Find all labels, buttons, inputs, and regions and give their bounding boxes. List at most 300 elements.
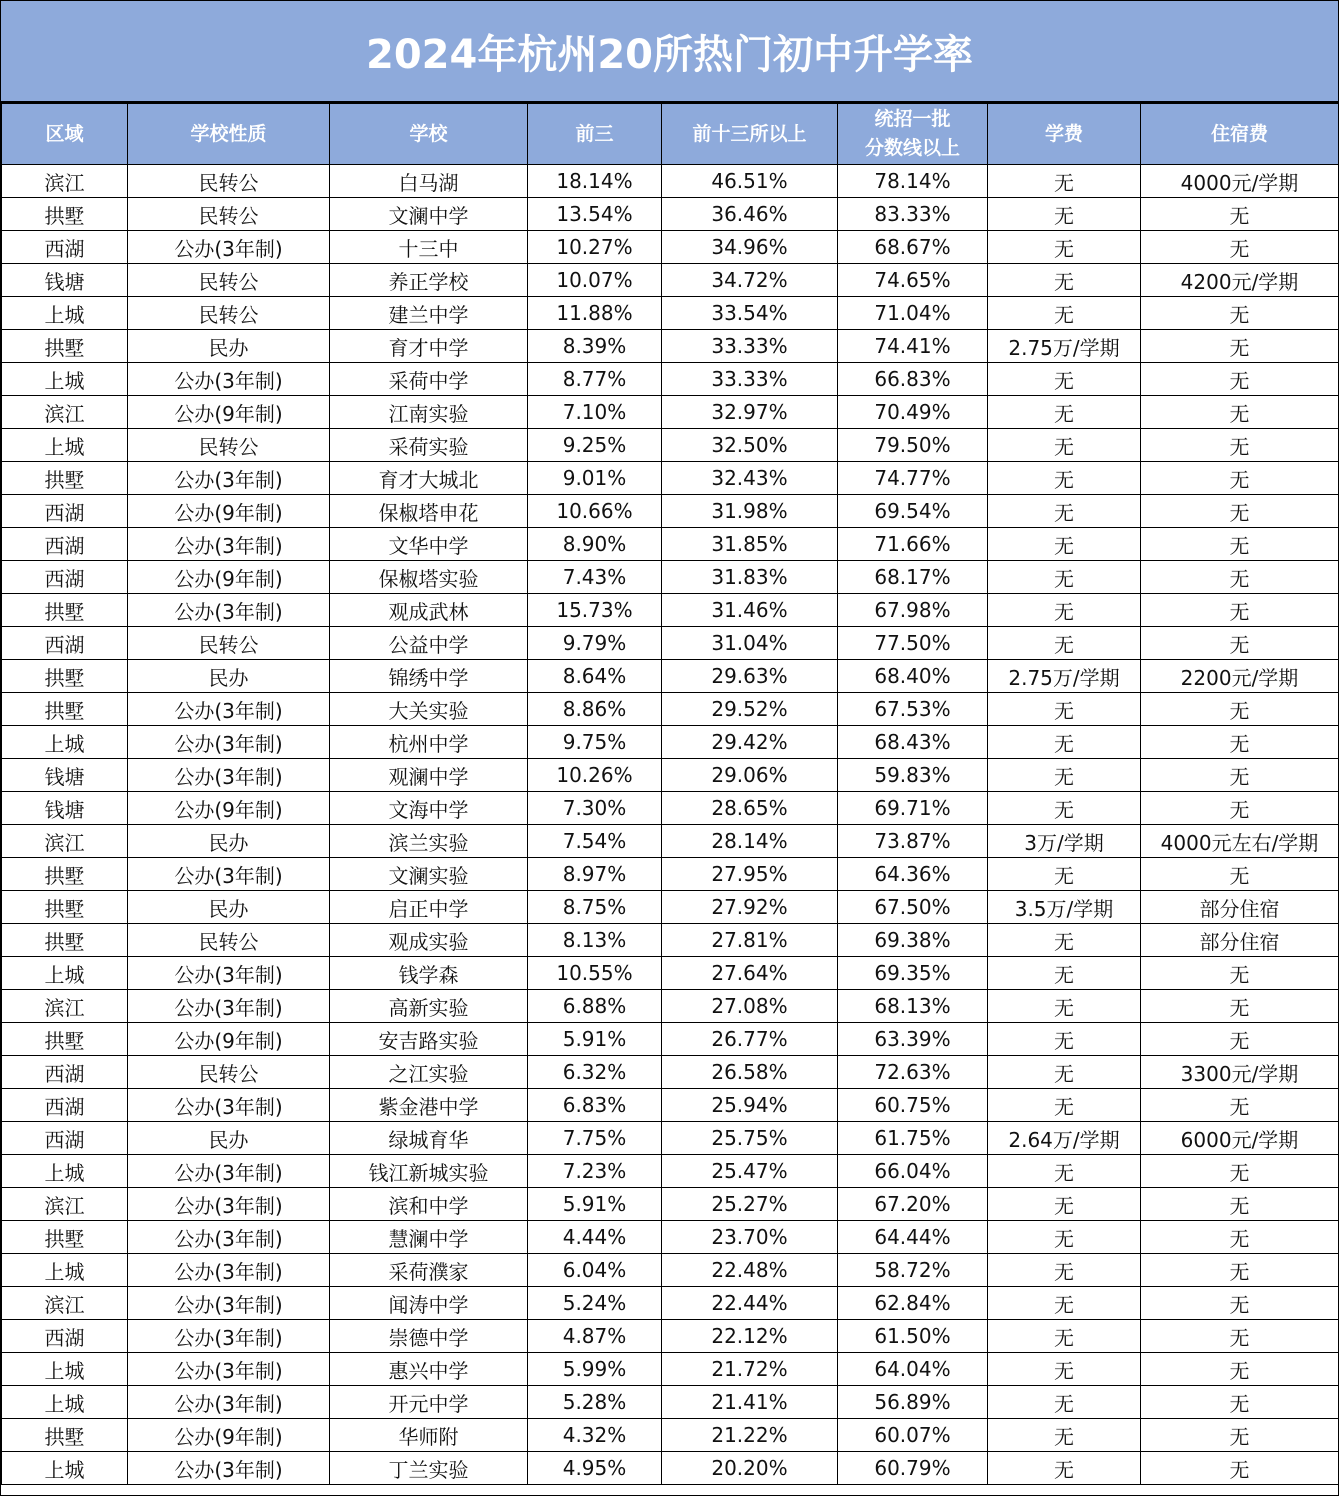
cell-boarding-fee: 6000元/学期 <box>1141 1122 1339 1155</box>
cell-top3: 8.97% <box>528 858 662 891</box>
cell-boarding-fee: 无 <box>1141 495 1339 528</box>
table-row <box>2 1287 1339 1320</box>
cell-school-type: 民转公 <box>128 165 330 198</box>
cell-top13: 25.94% <box>662 1089 838 1122</box>
cell-top3: 8.39% <box>528 330 662 363</box>
cell-boarding-fee: 2200元/学期 <box>1141 660 1339 693</box>
cell-school-type: 公办(3年制) <box>128 1155 330 1188</box>
cell-region: 滨江 <box>2 990 128 1023</box>
table-row <box>2 528 1339 561</box>
cell-tuition: 无 <box>988 957 1141 990</box>
cell-region: 拱墅 <box>2 1419 128 1452</box>
cell-boarding-fee: 无 <box>1141 1089 1339 1122</box>
cell-top13: 33.33% <box>662 330 838 363</box>
cell-top13: 27.81% <box>662 924 838 957</box>
cell-boarding-fee: 无 <box>1141 858 1339 891</box>
cell-region: 滨江 <box>2 165 128 198</box>
cell-tuition: 无 <box>988 1452 1141 1485</box>
cell-boarding-fee: 无 <box>1141 1188 1339 1221</box>
cell-top13: 27.64% <box>662 957 838 990</box>
cell-region: 上城 <box>2 957 128 990</box>
cell-boarding-fee: 无 <box>1141 1221 1339 1254</box>
cell-school-type: 公办(3年制) <box>128 363 330 396</box>
cell-top13: 31.98% <box>662 495 838 528</box>
cell-top13: 25.47% <box>662 1155 838 1188</box>
table-row <box>2 1254 1339 1287</box>
cell-first-batch: 69.54% <box>838 495 988 528</box>
cell-school-type: 公办(3年制) <box>128 990 330 1023</box>
table-row <box>2 495 1339 528</box>
cell-boarding-fee: 无 <box>1141 528 1339 561</box>
cell-region: 拱墅 <box>2 330 128 363</box>
cell-school-type: 民办 <box>128 330 330 363</box>
cell-top3: 5.91% <box>528 1188 662 1221</box>
cell-boarding-fee: 3300元/学期 <box>1141 1056 1339 1089</box>
table-row <box>2 924 1339 957</box>
cell-school-type: 公办(3年制) <box>128 1221 330 1254</box>
cell-first-batch: 59.83% <box>838 759 988 792</box>
cell-school-type: 公办(3年制) <box>128 957 330 990</box>
cell-top3: 7.30% <box>528 792 662 825</box>
header-region: 区域 <box>2 104 128 165</box>
cell-top3: 10.27% <box>528 231 662 264</box>
header-first-batch: 统招一批 分数线以上 <box>838 104 988 165</box>
table-row <box>2 1320 1339 1353</box>
cell-boarding-fee: 4000元左右/学期 <box>1141 825 1339 858</box>
cell-region: 钱塘 <box>2 792 128 825</box>
cell-tuition: 3.5万/学期 <box>988 891 1141 924</box>
cell-top13: 21.22% <box>662 1419 838 1452</box>
cell-school: 保椒塔实验 <box>330 561 528 594</box>
cell-first-batch: 66.04% <box>838 1155 988 1188</box>
cell-top3: 15.73% <box>528 594 662 627</box>
cell-top3: 8.64% <box>528 660 662 693</box>
cell-first-batch: 56.89% <box>838 1386 988 1419</box>
cell-school-type: 公办(9年制) <box>128 396 330 429</box>
cell-school-type: 公办(3年制) <box>128 858 330 891</box>
cell-top3: 9.75% <box>528 726 662 759</box>
cell-first-batch: 68.43% <box>838 726 988 759</box>
header-school-type: 学校性质 <box>128 104 330 165</box>
cell-top3: 6.32% <box>528 1056 662 1089</box>
cell-region: 滨江 <box>2 825 128 858</box>
cell-school: 启正中学 <box>330 891 528 924</box>
cell-school: 公益中学 <box>330 627 528 660</box>
cell-school: 华师附 <box>330 1419 528 1452</box>
cell-school-type: 公办(9年制) <box>128 1419 330 1452</box>
cell-top13: 36.46% <box>662 198 838 231</box>
cell-boarding-fee: 部分住宿 <box>1141 924 1339 957</box>
cell-school-type: 公办(3年制) <box>128 1287 330 1320</box>
cell-school: 育才中学 <box>330 330 528 363</box>
cell-first-batch: 61.50% <box>838 1320 988 1353</box>
cell-first-batch: 64.04% <box>838 1353 988 1386</box>
cell-region: 上城 <box>2 1386 128 1419</box>
cell-top13: 28.14% <box>662 825 838 858</box>
cell-first-batch: 67.50% <box>838 891 988 924</box>
cell-school-type: 公办(3年制) <box>128 231 330 264</box>
cell-school: 观成武林 <box>330 594 528 627</box>
cell-top13: 25.27% <box>662 1188 838 1221</box>
cell-boarding-fee: 无 <box>1141 1386 1339 1419</box>
cell-region: 拱墅 <box>2 660 128 693</box>
cell-first-batch: 70.49% <box>838 396 988 429</box>
cell-tuition: 无 <box>988 1221 1141 1254</box>
cell-first-batch: 73.87% <box>838 825 988 858</box>
cell-boarding-fee: 无 <box>1141 396 1339 429</box>
cell-first-batch: 67.53% <box>838 693 988 726</box>
cell-top13: 29.42% <box>662 726 838 759</box>
cell-school-type: 公办(3年制) <box>128 1452 330 1485</box>
cell-boarding-fee: 4000元/学期 <box>1141 165 1339 198</box>
header-top13: 前十三所以上 <box>662 104 838 165</box>
cell-school: 丁兰实验 <box>330 1452 528 1485</box>
cell-school: 钱江新城实验 <box>330 1155 528 1188</box>
cell-boarding-fee: 无 <box>1141 330 1339 363</box>
cell-boarding-fee: 无 <box>1141 759 1339 792</box>
cell-school: 文澜中学 <box>330 198 528 231</box>
cell-tuition: 无 <box>988 1056 1141 1089</box>
cell-boarding-fee: 无 <box>1141 1353 1339 1386</box>
cell-top13: 46.51% <box>662 165 838 198</box>
table-row <box>2 462 1339 495</box>
cell-top13: 27.95% <box>662 858 838 891</box>
cell-boarding-fee: 无 <box>1141 1419 1339 1452</box>
cell-region: 西湖 <box>2 528 128 561</box>
cell-region: 西湖 <box>2 495 128 528</box>
header-top3: 前三 <box>528 104 662 165</box>
cell-tuition: 无 <box>988 1353 1141 1386</box>
cell-region: 上城 <box>2 363 128 396</box>
table-row <box>2 1353 1339 1386</box>
cell-boarding-fee: 无 <box>1141 198 1339 231</box>
cell-top13: 34.72% <box>662 264 838 297</box>
cell-region: 拱墅 <box>2 462 128 495</box>
cell-top13: 26.77% <box>662 1023 838 1056</box>
cell-top13: 31.04% <box>662 627 838 660</box>
cell-top3: 8.13% <box>528 924 662 957</box>
cell-region: 钱塘 <box>2 264 128 297</box>
cell-school: 紫金港中学 <box>330 1089 528 1122</box>
cell-region: 拱墅 <box>2 1023 128 1056</box>
cell-top3: 5.91% <box>528 1023 662 1056</box>
cell-school-type: 公办(3年制) <box>128 594 330 627</box>
cell-school: 大关实验 <box>330 693 528 726</box>
cell-school: 养正学校 <box>330 264 528 297</box>
cell-tuition: 无 <box>988 165 1141 198</box>
cell-top3: 5.28% <box>528 1386 662 1419</box>
cell-boarding-fee: 无 <box>1141 429 1339 462</box>
cell-school: 崇德中学 <box>330 1320 528 1353</box>
cell-first-batch: 64.44% <box>838 1221 988 1254</box>
cell-boarding-fee: 无 <box>1141 462 1339 495</box>
cell-boarding-fee: 无 <box>1141 561 1339 594</box>
cell-first-batch: 64.36% <box>838 858 988 891</box>
cell-school: 钱学森 <box>330 957 528 990</box>
cell-school-type: 公办(3年制) <box>128 1254 330 1287</box>
cell-tuition: 3万/学期 <box>988 825 1141 858</box>
cell-region: 西湖 <box>2 1089 128 1122</box>
cell-region: 拱墅 <box>2 858 128 891</box>
cell-top3: 6.88% <box>528 990 662 1023</box>
cell-school: 滨和中学 <box>330 1188 528 1221</box>
cell-first-batch: 74.77% <box>838 462 988 495</box>
cell-tuition: 无 <box>988 429 1141 462</box>
cell-school: 安吉路实验 <box>330 1023 528 1056</box>
cell-school: 之江实验 <box>330 1056 528 1089</box>
cell-region: 西湖 <box>2 1056 128 1089</box>
header-row <box>2 104 1339 165</box>
cell-tuition: 2.75万/学期 <box>988 660 1141 693</box>
cell-tuition: 无 <box>988 1089 1141 1122</box>
cell-school: 文海中学 <box>330 792 528 825</box>
cell-first-batch: 68.40% <box>838 660 988 693</box>
cell-first-batch: 74.41% <box>838 330 988 363</box>
cell-top3: 6.04% <box>528 1254 662 1287</box>
cell-region: 滨江 <box>2 1287 128 1320</box>
cell-boarding-fee: 无 <box>1141 990 1339 1023</box>
cell-top13: 31.83% <box>662 561 838 594</box>
cell-school: 锦绣中学 <box>330 660 528 693</box>
cell-region: 拱墅 <box>2 594 128 627</box>
cell-school: 绿城育华 <box>330 1122 528 1155</box>
cell-school-type: 民办 <box>128 660 330 693</box>
table-row <box>2 1155 1339 1188</box>
table-row <box>2 858 1339 891</box>
cell-school-type: 民办 <box>128 825 330 858</box>
cell-top3: 8.75% <box>528 891 662 924</box>
table-row <box>2 297 1339 330</box>
table-row <box>2 891 1339 924</box>
cell-boarding-fee: 部分住宿 <box>1141 891 1339 924</box>
cell-top13: 31.46% <box>662 594 838 627</box>
cell-school-type: 民转公 <box>128 264 330 297</box>
cell-top3: 4.32% <box>528 1419 662 1452</box>
cell-first-batch: 68.67% <box>838 231 988 264</box>
cell-tuition: 无 <box>988 726 1141 759</box>
cell-top3: 8.86% <box>528 693 662 726</box>
table-row <box>2 627 1339 660</box>
cell-top3: 10.55% <box>528 957 662 990</box>
table-row <box>2 1386 1339 1419</box>
cell-top3: 7.10% <box>528 396 662 429</box>
cell-first-batch: 58.72% <box>838 1254 988 1287</box>
cell-boarding-fee: 无 <box>1141 1320 1339 1353</box>
cell-region: 西湖 <box>2 1320 128 1353</box>
cell-top3: 4.87% <box>528 1320 662 1353</box>
table-body <box>2 165 1339 1485</box>
cell-top3: 8.77% <box>528 363 662 396</box>
cell-region: 上城 <box>2 1254 128 1287</box>
table-row <box>2 759 1339 792</box>
cell-boarding-fee: 无 <box>1141 1452 1339 1485</box>
table-row <box>2 264 1339 297</box>
cell-top3: 11.88% <box>528 297 662 330</box>
cell-school-type: 公办(3年制) <box>128 1320 330 1353</box>
cell-school-type: 民转公 <box>128 924 330 957</box>
cell-first-batch: 69.38% <box>838 924 988 957</box>
cell-boarding-fee: 无 <box>1141 231 1339 264</box>
cell-top13: 29.63% <box>662 660 838 693</box>
cell-top13: 26.58% <box>662 1056 838 1089</box>
cell-boarding-fee: 无 <box>1141 297 1339 330</box>
cell-first-batch: 77.50% <box>838 627 988 660</box>
cell-school-type: 公办(3年制) <box>128 1386 330 1419</box>
cell-top13: 20.20% <box>662 1452 838 1485</box>
cell-top13: 27.08% <box>662 990 838 1023</box>
header-tuition: 学费 <box>988 104 1141 165</box>
cell-school-type: 公办(3年制) <box>128 759 330 792</box>
table-row <box>2 330 1339 363</box>
cell-tuition: 无 <box>988 1419 1141 1452</box>
cell-first-batch: 63.39% <box>838 1023 988 1056</box>
cell-tuition: 无 <box>988 363 1141 396</box>
cell-region: 上城 <box>2 726 128 759</box>
cell-school-type: 公办(3年制) <box>128 1188 330 1221</box>
cell-school-type: 民转公 <box>128 1056 330 1089</box>
cell-region: 拱墅 <box>2 891 128 924</box>
cell-tuition: 无 <box>988 1023 1141 1056</box>
table-row <box>2 1023 1339 1056</box>
table-row <box>2 1122 1339 1155</box>
cell-first-batch: 61.75% <box>838 1122 988 1155</box>
cell-school-type: 民办 <box>128 1122 330 1155</box>
cell-first-batch: 68.17% <box>838 561 988 594</box>
table-row <box>2 1419 1339 1452</box>
cell-first-batch: 62.84% <box>838 1287 988 1320</box>
cell-boarding-fee: 无 <box>1141 627 1339 660</box>
table-row <box>2 1452 1339 1485</box>
cell-top3: 8.90% <box>528 528 662 561</box>
cell-top3: 5.24% <box>528 1287 662 1320</box>
cell-top13: 33.54% <box>662 297 838 330</box>
cell-boarding-fee: 无 <box>1141 1287 1339 1320</box>
cell-first-batch: 60.79% <box>838 1452 988 1485</box>
cell-tuition: 无 <box>988 627 1141 660</box>
cell-top3: 7.23% <box>528 1155 662 1188</box>
cell-first-batch: 67.98% <box>838 594 988 627</box>
cell-top13: 32.97% <box>662 396 838 429</box>
cell-top13: 27.92% <box>662 891 838 924</box>
cell-region: 上城 <box>2 1353 128 1386</box>
cell-top13: 28.65% <box>662 792 838 825</box>
cell-boarding-fee: 4200元/学期 <box>1141 264 1339 297</box>
header-school: 学校 <box>330 104 528 165</box>
cell-school: 建兰中学 <box>330 297 528 330</box>
cell-top3: 18.14% <box>528 165 662 198</box>
table-row <box>2 825 1339 858</box>
table-row <box>2 429 1339 462</box>
cell-boarding-fee: 无 <box>1141 1155 1339 1188</box>
cell-boarding-fee: 无 <box>1141 693 1339 726</box>
cell-first-batch: 79.50% <box>838 429 988 462</box>
cell-first-batch: 83.33% <box>838 198 988 231</box>
cell-first-batch: 60.07% <box>838 1419 988 1452</box>
cell-school-type: 民转公 <box>128 627 330 660</box>
cell-first-batch: 71.66% <box>838 528 988 561</box>
cell-top13: 25.75% <box>662 1122 838 1155</box>
cell-top13: 32.43% <box>662 462 838 495</box>
cell-tuition: 无 <box>988 264 1141 297</box>
cell-top13: 21.41% <box>662 1386 838 1419</box>
cell-tuition: 无 <box>988 759 1141 792</box>
cell-top13: 23.70% <box>662 1221 838 1254</box>
cell-top13: 29.06% <box>662 759 838 792</box>
page-title: 2024年杭州20所热门初中升学率 <box>1 1 1338 103</box>
table-row <box>2 1188 1339 1221</box>
cell-region: 上城 <box>2 1155 128 1188</box>
cell-tuition: 无 <box>988 561 1141 594</box>
cell-school: 江南实验 <box>330 396 528 429</box>
cell-top3: 10.26% <box>528 759 662 792</box>
cell-school: 惠兴中学 <box>330 1353 528 1386</box>
cell-region: 拱墅 <box>2 693 128 726</box>
cell-school: 采荷实验 <box>330 429 528 462</box>
cell-tuition: 无 <box>988 1386 1141 1419</box>
cell-region: 西湖 <box>2 231 128 264</box>
table-row <box>2 198 1339 231</box>
cell-tuition: 无 <box>988 1254 1141 1287</box>
cell-top3: 10.07% <box>528 264 662 297</box>
cell-region: 西湖 <box>2 627 128 660</box>
cell-school: 高新实验 <box>330 990 528 1023</box>
cell-region: 滨江 <box>2 1188 128 1221</box>
cell-top3: 4.95% <box>528 1452 662 1485</box>
cell-top3: 7.75% <box>528 1122 662 1155</box>
cell-school-type: 公办(3年制) <box>128 693 330 726</box>
cell-school-type: 公办(3年制) <box>128 1089 330 1122</box>
cell-region: 滨江 <box>2 396 128 429</box>
cell-tuition: 无 <box>988 297 1141 330</box>
cell-school-type: 民转公 <box>128 198 330 231</box>
cell-boarding-fee: 无 <box>1141 957 1339 990</box>
cell-school: 采荷中学 <box>330 363 528 396</box>
cell-tuition: 2.64万/学期 <box>988 1122 1141 1155</box>
cell-boarding-fee: 无 <box>1141 792 1339 825</box>
cell-region: 西湖 <box>2 1122 128 1155</box>
table-row <box>2 363 1339 396</box>
cell-school-type: 民转公 <box>128 429 330 462</box>
cell-first-batch: 69.35% <box>838 957 988 990</box>
cell-first-batch: 69.71% <box>838 792 988 825</box>
table-row <box>2 594 1339 627</box>
cell-first-batch: 68.13% <box>838 990 988 1023</box>
table-row <box>2 990 1339 1023</box>
cell-school-type: 公办(3年制) <box>128 1353 330 1386</box>
cell-top13: 33.33% <box>662 363 838 396</box>
cell-school: 杭州中学 <box>330 726 528 759</box>
header-boarding-fee: 住宿费 <box>1141 104 1339 165</box>
cell-school: 采荷濮家 <box>330 1254 528 1287</box>
cell-school: 观成实验 <box>330 924 528 957</box>
cell-first-batch: 72.63% <box>838 1056 988 1089</box>
table-row <box>2 396 1339 429</box>
table-row <box>2 1056 1339 1089</box>
cell-tuition: 无 <box>988 990 1141 1023</box>
cell-tuition: 无 <box>988 693 1141 726</box>
cell-tuition: 无 <box>988 858 1141 891</box>
cell-top13: 31.85% <box>662 528 838 561</box>
cell-region: 拱墅 <box>2 1221 128 1254</box>
table-row <box>2 561 1339 594</box>
cell-top3: 7.43% <box>528 561 662 594</box>
cell-school: 观澜中学 <box>330 759 528 792</box>
cell-tuition: 无 <box>988 1287 1141 1320</box>
cell-top13: 29.52% <box>662 693 838 726</box>
cell-school: 十三中 <box>330 231 528 264</box>
cell-tuition: 无 <box>988 1320 1141 1353</box>
cell-school-type: 公办(3年制) <box>128 726 330 759</box>
